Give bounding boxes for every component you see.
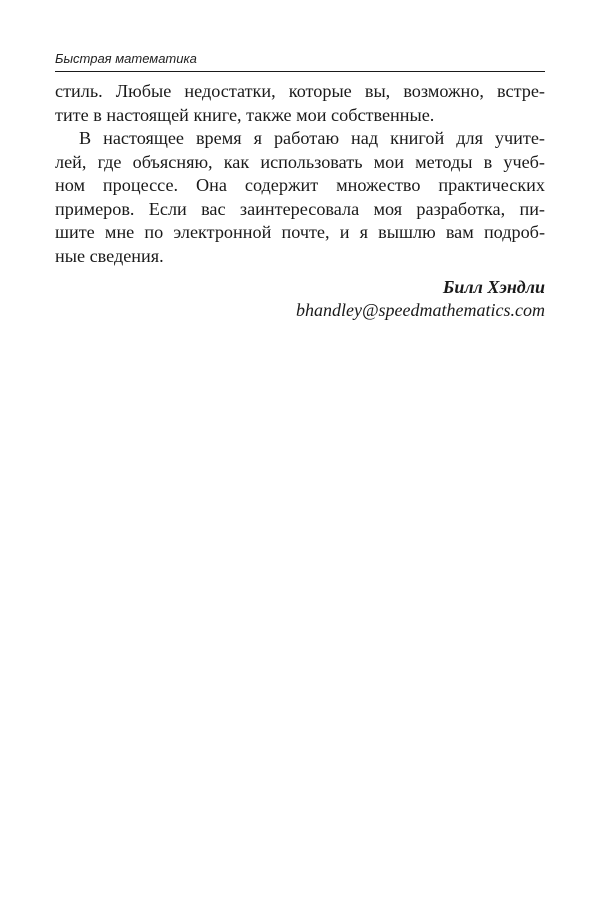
text-line: шите мне по электронной почте, и я вышлю вам подроб-	[55, 222, 545, 242]
body-text	[55, 80, 545, 268]
author-email: bhandley@speedmathematics.com	[296, 300, 545, 320]
paragraph-1	[55, 80, 545, 127]
text-line: тите в настоящей книге, также мои собственные.	[55, 104, 435, 125]
author-signature: Билл Хэндли	[442, 277, 545, 297]
running-head-title: Быстрая математика	[55, 51, 197, 66]
text-line: ные сведения.	[55, 245, 164, 266]
text-line: примеров. Если вас заинтересовала моя разработка, пи-	[55, 198, 545, 219]
text-line: В настоящее время я работаю над книгой для учите-	[79, 128, 545, 148]
text-line: лей, где объясняю, как использовать мои методы в учеб-	[55, 151, 545, 172]
paragraph-2	[55, 127, 545, 268]
text-line: стиль. Любые недостатки, которые вы, возможно, встре-	[55, 81, 545, 101]
header-rule	[55, 71, 545, 72]
text-line: ном процессе. Она содержит множество практических	[55, 175, 545, 195]
